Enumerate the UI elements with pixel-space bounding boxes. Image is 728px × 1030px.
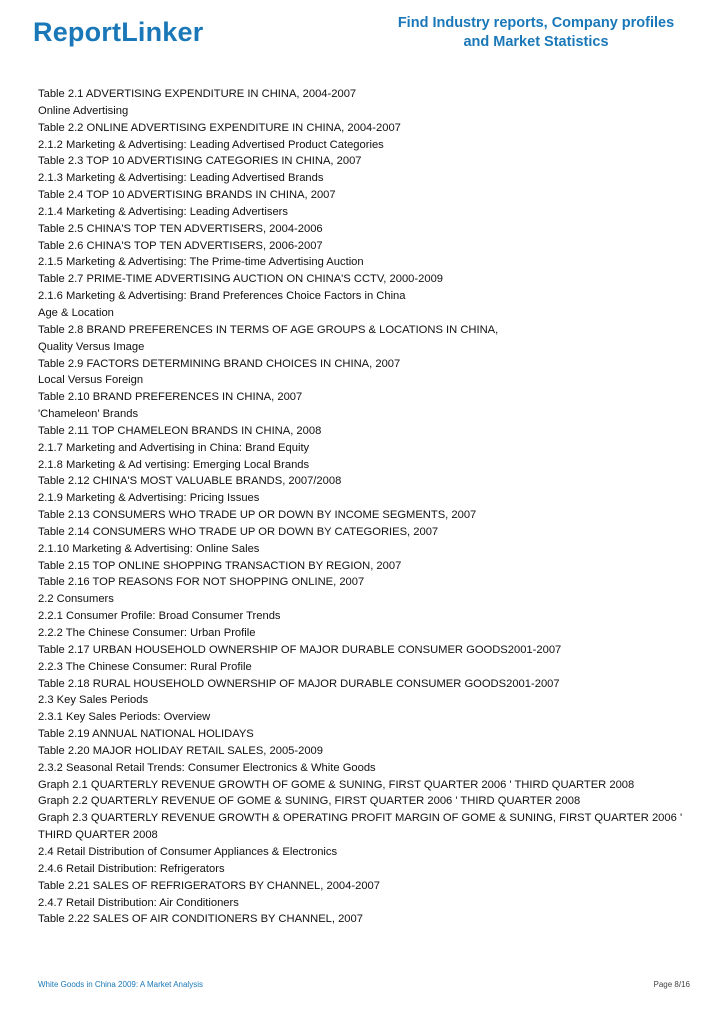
toc-line: Table 2.12 CHINA'S MOST VALUABLE BRANDS, 2007/2008 xyxy=(38,475,342,488)
toc-line: 2.3 Key Sales Periods xyxy=(38,694,149,707)
footer-report-title-link[interactable]: White Goods in China 2009: A Market Analysis xyxy=(38,980,203,989)
toc-line: Table 2.17 URBAN HOUSEHOLD OWNERSHIP OF MAJOR DURABLE CONSUMER GOODS2001-2007 xyxy=(38,643,562,656)
toc-line: Table 2.19 ANNUAL NATIONAL HOLIDAYS xyxy=(38,728,254,741)
toc-line: Table 2.5 CHINA'S TOP TEN ADVERTISERS, 2004-2006 xyxy=(38,222,323,235)
toc-line: Graph 2.1 QUARTERLY REVENUE GROWTH OF GOME & SUNING, FIRST QUARTER 2006 ' THIRD QUARTER 2008 xyxy=(38,778,635,791)
tagline-line-2: and Market Statistics xyxy=(463,34,609,50)
toc-line: Table 2.7 PRIME-TIME ADVERTISING AUCTION ON CHINA'S CCTV, 2000-2009 xyxy=(38,273,444,286)
toc-line: Table 2.9 FACTORS DETERMINING BRAND CHOICES IN CHINA, 2007 xyxy=(38,357,401,370)
toc-line: Table 2.6 CHINA'S TOP TEN ADVERTISERS, 2006-2007 xyxy=(38,239,323,252)
toc-line: 2.1.9 Marketing & Advertising: Pricing Issues xyxy=(38,492,260,505)
toc-line: Table 2.13 CONSUMERS WHO TRADE UP OR DOWN BY INCOME SEGMENTS, 2007 xyxy=(38,509,477,522)
toc-line: Table 2.14 CONSUMERS WHO TRADE UP OR DOWN BY CATEGORIES, 2007 xyxy=(38,525,439,538)
toc-line: Table 2.1 ADVERTISING EXPENDITURE IN CHINA, 2004-2007 xyxy=(38,88,357,100)
toc-line: 2.2 Consumers xyxy=(38,593,114,606)
toc-line: Table 2.21 SALES OF REFRIGERATORS BY CHANNEL, 2004-2007 xyxy=(38,879,380,892)
toc-line: Table 2.2 ONLINE ADVERTISING EXPENDITURE IN CHINA, 2004-2007 xyxy=(38,121,401,134)
toc-line: 2.3.2 Seasonal Retail Trends: Consumer Electronics & White Goods xyxy=(38,761,376,774)
table-of-contents xyxy=(38,86,708,928)
toc-line: 2.1.5 Marketing & Advertising: The Prime-time Advertising Auction xyxy=(38,256,364,269)
toc-line: Table 2.8 BRAND PREFERENCES IN TERMS OF AGE GROUPS & LOCATIONS IN CHINA, xyxy=(38,323,499,336)
toc-line: Graph 2.2 QUARTERLY REVENUE OF GOME & SUNING, FIRST QUARTER 2006 ' THIRD QUARTER 2008 xyxy=(38,795,581,808)
reportlinker-logo[interactable]: ReportLinker xyxy=(33,17,204,47)
toc-line: Table 2.10 BRAND PREFERENCES IN CHINA, 2007 xyxy=(38,391,303,404)
toc-line: 2.2.2 The Chinese Consumer: Urban Profile xyxy=(38,627,256,639)
toc-line: Local Versus Foreign xyxy=(38,374,144,387)
toc-line: 2.1.3 Marketing & Advertising: Leading Advertised Brands xyxy=(38,172,324,185)
toc-line: 2.2.3 The Chinese Consumer: Rural Profile xyxy=(38,660,252,673)
toc-line: 2.2.1 Consumer Profile: Broad Consumer Trends xyxy=(38,610,281,623)
toc-line: 2.1.6 Marketing & Advertising: Brand Preferences Choice Factors in China xyxy=(38,290,406,303)
toc-line: 2.4.7 Retail Distribution: Air Conditioners xyxy=(38,896,239,909)
toc-line: 2.3.1 Key Sales Periods: Overview xyxy=(38,711,211,724)
toc-line: Table 2.15 TOP ONLINE SHOPPING TRANSACTION BY REGION, 2007 xyxy=(38,559,402,572)
toc-line: Online Advertising xyxy=(38,104,129,117)
toc-line: Table 2.16 TOP REASONS FOR NOT SHOPPING ONLINE, 2007 xyxy=(38,576,365,589)
toc-line: Table 2.3 TOP 10 ADVERTISING CATEGORIES IN CHINA, 2007 xyxy=(38,155,362,168)
footer-page-number: Page 8/16 xyxy=(653,980,690,989)
toc-line: Table 2.20 MAJOR HOLIDAY RETAIL SALES, 2005-2009 xyxy=(38,744,324,757)
toc-line: 'Chameleon' Brands xyxy=(38,408,139,421)
toc-line: Age & Location xyxy=(38,306,114,319)
toc-line: Table 2.4 TOP 10 ADVERTISING BRANDS IN CHINA, 2007 xyxy=(38,189,336,202)
toc-line: 2.4 Retail Distribution of Consumer Appliances & Electronics xyxy=(38,845,338,858)
toc-line: Table 2.11 TOP CHAMELEON BRANDS IN CHINA, 2008 xyxy=(38,424,322,437)
toc-line: Quality Versus Image xyxy=(38,340,145,353)
toc-line: 2.4.6 Retail Distribution: Refrigerators xyxy=(38,862,225,875)
toc-line: 2.1.8 Marketing & Ad vertising: Emerging Local Brands xyxy=(38,458,310,471)
tagline-line-1: Find Industry reports, Company profiles xyxy=(397,15,675,31)
header-tagline xyxy=(386,14,686,52)
toc-line: Graph 2.3 QUARTERLY REVENUE GROWTH & OPERATING PROFIT MARGIN OF GOME & SUNING, FIRST QUARTER 2006 ' xyxy=(38,812,683,825)
toc-line: THIRD QUARTER 2008 xyxy=(38,829,158,842)
toc-line: Table 2.22 SALES OF AIR CONDITIONERS BY CHANNEL, 2007 xyxy=(38,913,363,926)
toc-line: 2.1.2 Marketing & Advertising: Leading Advertised Product Categories xyxy=(38,138,384,151)
toc-line: 2.1.7 Marketing and Advertising in China: Brand Equity xyxy=(38,441,310,454)
toc-line: 2.1.10 Marketing & Advertising: Online Sales xyxy=(38,542,260,555)
toc-line: Table 2.18 RURAL HOUSEHOLD OWNERSHIP OF MAJOR DURABLE CONSUMER GOODS2001-2007 xyxy=(38,677,560,690)
toc-line: 2.1.4 Marketing & Advertising: Leading Advertisers xyxy=(38,205,288,218)
